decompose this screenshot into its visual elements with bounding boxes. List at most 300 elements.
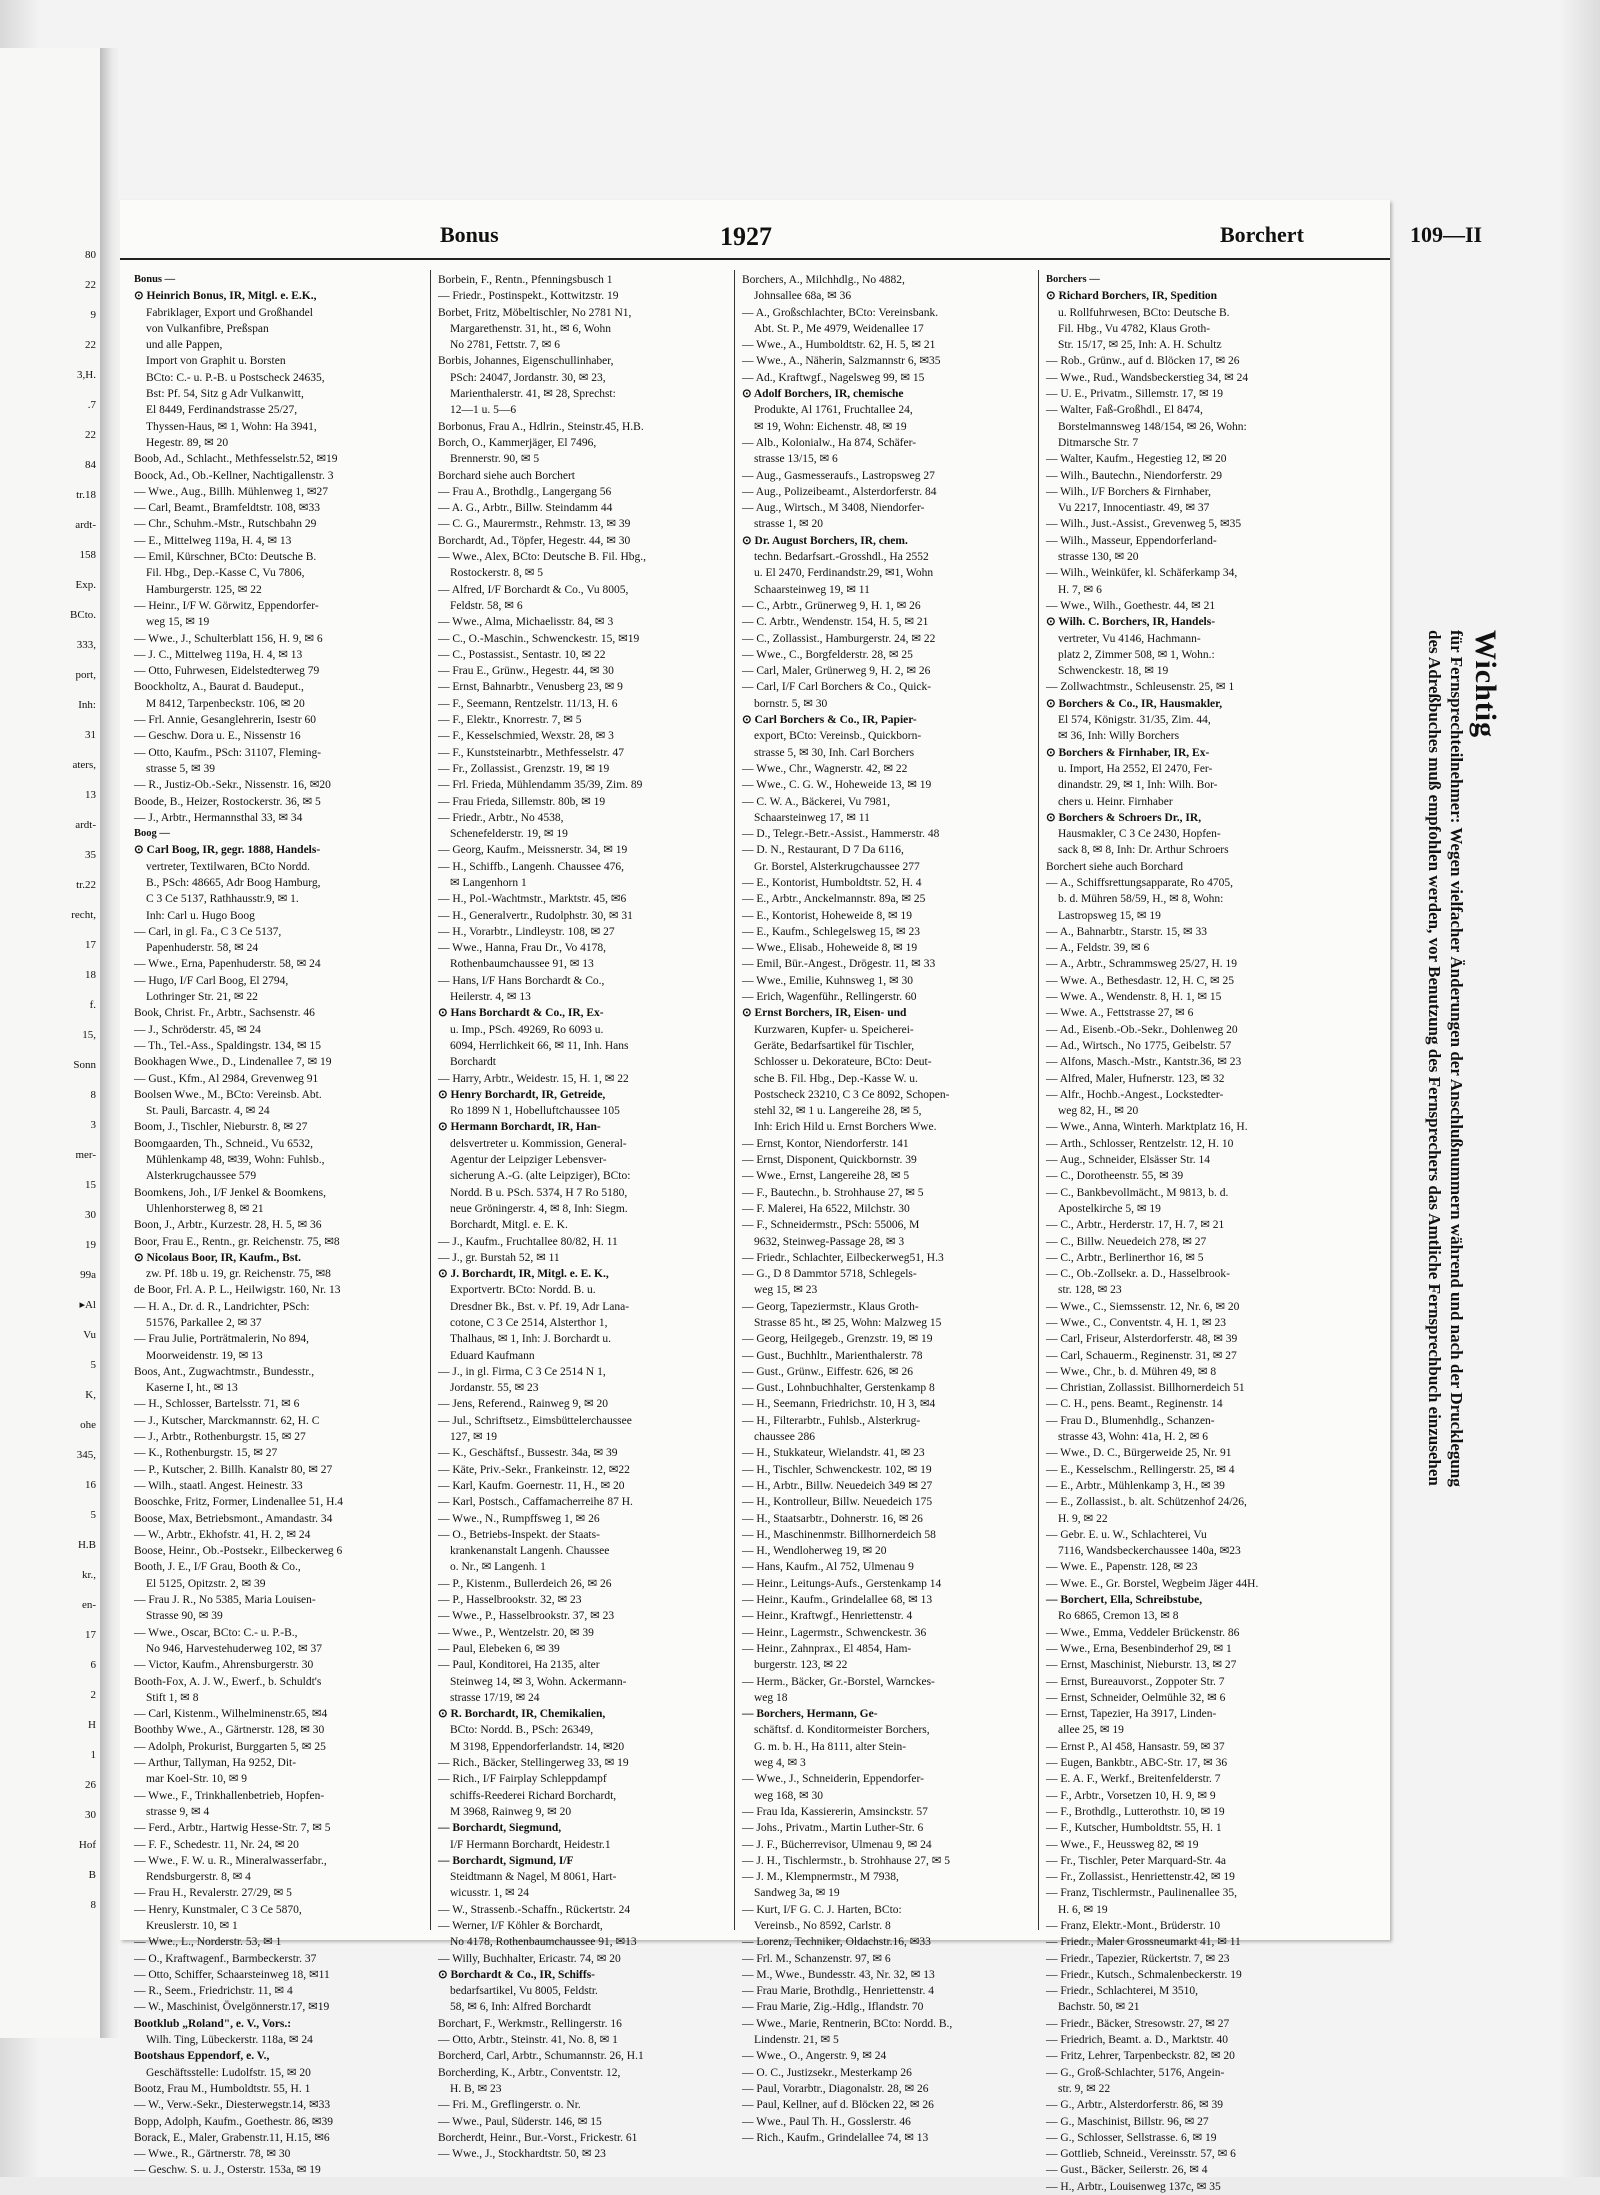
directory-line: — Lorenz, Techniker, Oldachstr.16, ✉33 [742, 1936, 931, 1949]
directory-line: Exportvertr. BCto: Nordd. B. u. [450, 1284, 596, 1297]
directory-line: — F., Seemann, Rentzelstr. 11/13, H. 6 [438, 697, 618, 710]
directory-line: — F., Schneidermstr., PSch: 55006, M [742, 1219, 920, 1232]
directory-line: — D., Telegr.-Betr.-Assist., Hammerstr. 48 [742, 828, 940, 841]
directory-line: No 4178, Rothenbaumchaussee 91, ✉13 [450, 1936, 637, 1949]
directory-line: — Carl, Kistenm., Wilhelminenstr.65, ✉4 [134, 1708, 328, 1721]
directory-line: — Victor, Kaufm., Ahrensburgerstr. 30 [134, 1659, 314, 1672]
directory-line: — C., Bankbevollmächt., M 9813, b. d. [1046, 1186, 1229, 1199]
page-header [120, 200, 1390, 260]
directory-line: ⊙ R. Borchardt, IR, Chemikalien, [438, 1708, 606, 1721]
directory-line: — Carl, Maler, Grünerweg 9, H. 2, ✉ 26 [742, 665, 931, 678]
directory-line: Book, Christ. Fr., Arbtr., Sachsenstr. 46 [134, 1007, 315, 1020]
directory-line: ⊙ Ernst Borchers, IR, Eisen- und [742, 1007, 907, 1020]
directory-line: Gr. Borstel, Alsterkrugchaussee 277 [754, 860, 920, 873]
directory-line: strasse 9, ✉ 4 [146, 1805, 210, 1818]
left-page-fragment: ardt- [75, 519, 96, 531]
directory-line: — R., Justiz-Ob.-Sekr., Nissenstr. 16, ✉20 [134, 779, 331, 792]
directory-line: weg 15, ✉ 23 [754, 1284, 818, 1297]
directory-line: H. 6, ✉ 19 [1058, 1903, 1108, 1916]
directory-line: — Ferd., Arbtr., Hartwig Hesse-Str. 7, ✉ 5 [134, 1822, 331, 1835]
directory-line: — O., Betriebs-Inspekt. der Staats- [438, 1528, 600, 1541]
directory-line: Apostelkirche 5, ✉ 19 [1058, 1202, 1161, 1215]
directory-line: — Arth., Schlosser, Rentzelstr. 12, H. 10 [1046, 1137, 1234, 1150]
directory-line: — Friedr., Schlachter, Eilbeckerweg51, H.3 [742, 1251, 944, 1264]
directory-line: — Wwe., Alex, BCto: Deutsche B. Fil. Hbg., [438, 551, 647, 564]
directory-line: — Wwe., Hanna, Frau Dr., Vo 4178, [438, 942, 607, 955]
directory-line: — H., Schiffb., Langenh. Chaussee 476, [438, 860, 624, 873]
directory-line: — F., Brothdlg., Lutterothstr. 10, ✉ 19 [1046, 1805, 1225, 1818]
directory-line: H. 7, ✉ 6 [1058, 583, 1102, 596]
column-rule [734, 270, 735, 1930]
directory-line: — M., Wwe., Bundesstr. 43, Nr. 32, ✉ 13 [742, 1968, 935, 1981]
directory-line: Bootklub „Roland", e. V., Vors.: [134, 2017, 292, 2030]
left-page-fragment: 99a [80, 1269, 96, 1281]
directory-line: Hausmakler, C 3 Ce 2430, Hopfen- [1058, 828, 1221, 841]
directory-line: Vereinsb., No 8592, Carlstr. 8 [754, 1919, 891, 1932]
left-page-fragment: 26 [85, 1779, 96, 1791]
directory-line: — Emil, Kürschner, BCto: Deutsche B. [134, 551, 317, 564]
directory-line: — Borchers, Hermann, Ge- [742, 1708, 878, 1721]
left-page-fragment: Inh: [78, 699, 96, 711]
left-page-fragment: tr.18 [76, 489, 96, 501]
directory-line: BCto: C.- u. P.-B. u Postscheck 24635, [146, 371, 325, 384]
directory-line: — Wwe., P., Hasselbrookstr. 37, ✉ 23 [438, 1610, 615, 1623]
directory-line: — Ernst, Kontor, Niendorferstr. 141 [742, 1137, 909, 1150]
directory-line: — K., Rothenburgstr. 15, ✉ 27 [134, 1447, 278, 1460]
left-page-fragment: 15, [82, 1029, 96, 1041]
directory-line: Borchert siehe auch Borchard [1046, 860, 1183, 873]
directory-line: — Ernst, Tapezier, Ha 3917, Linden- [1046, 1708, 1217, 1721]
directory-line: Borcherdt, Heinr., Bur.-Vorst., Frickestr. 61 [438, 2131, 638, 2144]
directory-line: — P., Kutscher, 2. Billh. Kanalstr 80, ✉ 27 [134, 1463, 333, 1476]
left-page-fragment: B [88, 1869, 96, 1881]
directory-line: — Frau Marie, Brothdlg., Henriettenstr. 4 [742, 1985, 934, 1998]
directory-line: — Emil, Bür.-Angest., Drögestr. 11, ✉ 33 [742, 958, 936, 971]
directory-line: u. Import, Ha 2552, El 2470, Fer- [1058, 762, 1213, 775]
directory-line: ⊙ Hermann Borchardt, IR, Han- [438, 1121, 601, 1134]
directory-line: — Gust., Bäcker, Seilerstr. 26, ✉ 4 [1046, 2164, 1208, 2177]
directory-line: El 8449, Ferdinandstrasse 25/27, [146, 404, 298, 417]
directory-line: ⊙ Heinrich Bonus, IR, Mitgl. e. E.K., [134, 290, 317, 303]
directory-line: Produkte, Al 1761, Fruchtallee 24, [754, 404, 913, 417]
directory-line: — E., Arbtr., Mühlenkamp 3, H., ✉ 39 [1046, 1479, 1225, 1492]
directory-line: — J. F., Bücherrevisor, Ulmenau 9, ✉ 24 [742, 1838, 932, 1851]
directory-line: — Eugen, Bankbtr., ABC-Str. 17, ✉ 36 [1046, 1757, 1228, 1770]
directory-line: ✉ Langenhorn 1 [450, 876, 527, 889]
directory-line: — Wwe., Marie, Rentnerin, BCto: Nordd. B., [742, 2017, 953, 2030]
left-page-fragment: 19 [85, 1239, 96, 1251]
directory-line: — Friedr., Schlachterei, M 3510, [1046, 1985, 1199, 1998]
directory-line: — Friedrich, Beamt. a. D., Marktstr. 40 [1046, 2034, 1229, 2047]
directory-line: — Wwe., F. W. u. R., Mineralwasserfabr., [134, 1854, 327, 1867]
directory-line: strasse 130, ✉ 20 [1058, 551, 1139, 564]
directory-line: Ditmarsche Str. 7 [1058, 436, 1139, 449]
left-page-fragment: 80 [85, 249, 96, 261]
column-rule [1038, 270, 1039, 1930]
directory-line: — Werner, I/F Köhler & Borchardt, [438, 1919, 603, 1932]
directory-line: H. 9, ✉ 22 [1058, 1512, 1108, 1525]
directory-line: — F., Elektr., Knorrestr. 7, ✉ 5 [438, 714, 582, 727]
left-page-fragment: 9 [90, 309, 96, 321]
directory-line: Lastropsweg 15, ✉ 19 [1058, 909, 1161, 922]
book-gutter [100, 48, 120, 2038]
directory-line: export, BCto: Vereinsb., Quickborn- [754, 730, 922, 743]
directory-line: — C., Ob.-Zollsekr. a. D., Hasselbrook- [1046, 1268, 1230, 1281]
directory-line: — Wwe., Elisab., Hoheweide 8, ✉ 19 [742, 942, 918, 955]
directory-line: — Paul, Vorarbtr., Diagonalstr. 28, ✉ 26 [742, 2082, 929, 2095]
directory-line: El 574, Königstr. 31/35, Zim. 44, [1058, 714, 1211, 727]
directory-line: — Fritz, Lehrer, Tarpenbeckstr. 82, ✉ 20 [1046, 2050, 1235, 2063]
directory-line: — Wwe., Oscar, BCto: C.- u. P.-B., [134, 1626, 298, 1639]
directory-line: allee 25, ✉ 19 [1058, 1724, 1124, 1737]
directory-line: ⊙ Wilh. C. Borchers, IR, Handels- [1046, 616, 1216, 629]
directory-line: — Wilh., Masseur, Eppendorferland- [1046, 534, 1217, 547]
directory-line: Lothringer Str. 21, ✉ 22 [146, 991, 258, 1004]
side-notice-line-1: für Fernsprechteilnehmer: Wegen vielfacher Änderungen der Anschlußnummern während und nach der Drucklegung [1447, 630, 1466, 1487]
directory-line: — Alfred, Maler, Hufnerstr. 123, ✉ 32 [1046, 1072, 1225, 1085]
directory-line: ⊙ Borchers & Firnhaber, IR, Ex- [1046, 746, 1210, 759]
left-page-fragment: H.B [77, 1539, 96, 1551]
left-page-fragment: 22 [85, 339, 96, 351]
left-page-fragment: 35 [85, 849, 96, 861]
directory-line: — Frau Ida, Kassiererin, Amsinckstr. 57 [742, 1805, 928, 1818]
left-page-fragment: K, [85, 1389, 96, 1401]
directory-line: Eduard Kaufmann [450, 1349, 535, 1362]
left-page-fragment: 6 [90, 1659, 96, 1671]
left-page-fragment: 333, [76, 639, 96, 651]
directory-line: Schaarsteinweg 19, ✉ 11 [754, 583, 870, 596]
directory-line: strasse 17/19, ✉ 24 [450, 1691, 540, 1704]
directory-line: — C. W. A., Bäckerei, Vu 7981, [742, 795, 890, 808]
left-page-fragment: en- [81, 1599, 96, 1611]
directory-line: — C., Arbtr., Grünerweg 9, H. 1, ✉ 26 [742, 599, 921, 612]
directory-line: — Friedr., Postinspekt., Kottwitzstr. 19 [438, 290, 619, 303]
directory-line: — Georg, Kaufm., Meissnerstr. 34, ✉ 19 [438, 844, 628, 857]
directory-line: 51576, Parkallee 2, ✉ 37 [146, 1317, 262, 1329]
directory-line: Abt. St. P., Me 4979, Weidenallee 17 [754, 322, 924, 335]
directory-line: Geräte, Bedarfsartikel für Tischler, [754, 1039, 915, 1052]
directory-line: Margarethenstr. 31, ht., ✉ 6, Wohn [450, 322, 611, 335]
directory-line: Schenefelderstr. 19, ✉ 19 [450, 828, 568, 841]
directory-line: PSch: 24047, Jordanstr. 30, ✉ 23, [450, 371, 606, 384]
directory-line: — Kurt, I/F G. C. J. Harten, BCto: [742, 1903, 902, 1916]
directory-line: ⊙ Carl Boog, IR, gegr. 1888, Handels- [134, 844, 321, 857]
directory-line: — H., Maschinenmstr. Billhornerdeich 58 [742, 1528, 936, 1541]
directory-line: Kaserne I, ht., ✉ 13 [146, 1382, 238, 1395]
directory-line: G. m. b. H., Ha 8111, alter Stein- [754, 1740, 907, 1753]
directory-line: — Wwe., J., Stockhardtstr. 50, ✉ 23 [438, 2148, 606, 2161]
directory-line: — Carl, in gl. Fa., C 3 Ce 5137, [134, 925, 282, 938]
left-page-fragment: Hof [78, 1839, 96, 1851]
directory-line: — Wilh., staatl. Angest. Heinestr. 33 [134, 1479, 303, 1492]
directory-line: — C., Zollassist., Hamburgerstr. 24, ✉ 22 [742, 632, 936, 645]
directory-line: 6094, Herrlichkeit 66, ✉ 11, Inh. Hans [450, 1039, 629, 1052]
directory-line: — Wwe., Alma, Michaelisstr. 84, ✉ 3 [438, 616, 614, 629]
directory-line: — O., Kraftwagenf., Barmbeckerstr. 37 [134, 1952, 317, 1965]
directory-line: — Wwe., P., Wentzelstr. 20, ✉ 39 [438, 1626, 594, 1639]
directory-line: Bopp, Adolph, Kaufm., Goethestr. 86, ✉39 [134, 2115, 334, 2128]
directory-line: — Wwe. E., Papenstr. 128, ✉ 23 [1046, 1561, 1198, 1574]
directory-line: Vu 2217, Innocentiastr. 49, ✉ 37 [1058, 502, 1210, 515]
directory-line: — G., Schlosser, Sellstrasse. 6, ✉ 19 [1046, 2131, 1217, 2144]
directory-line: — E., Mittelweg 119a, H. 4, ✉ 13 [134, 534, 292, 547]
directory-line: — A., Bahnarbtr., Starstr. 15, ✉ 33 [1046, 925, 1208, 938]
directory-line: ⊙ Hans Borchardt & Co., IR, Ex- [438, 1007, 604, 1020]
directory-line: — Ernst, Bahnarbtr., Venusberg 23, ✉ 9 [438, 681, 623, 694]
directory-line: — K., Geschäftsf., Bussestr. 34a, ✉ 39 [438, 1447, 618, 1460]
left-page-fragment: .7 [87, 399, 96, 411]
directory-line: — H., Kontrolleur, Billw. Neuedeich 175 [742, 1496, 933, 1509]
directory-line: zw. Pf. 18b u. 19, gr. Reichenstr. 75, ✉8 [146, 1268, 331, 1281]
directory-line: — E. A. F., Werkf., Breitenfelderstr. 7 [1046, 1773, 1221, 1786]
directory-line: El 5125, Opitzstr. 2, ✉ 39 [146, 1577, 266, 1590]
directory-line: weg 168, ✉ 30 [754, 1789, 824, 1802]
directory-line: — Ernst, Schneider, Oelmühle 32, ✉ 6 [1046, 1691, 1226, 1704]
directory-line: M 3968, Rainweg 9, ✉ 20 [450, 1805, 572, 1818]
directory-line: 9632, Steinweg-Passage 28, ✉ 3 [754, 1235, 905, 1248]
side-notice-banner [1425, 630, 1510, 1930]
directory-line: — J., Arbtr., Hermannsthal 33, ✉ 34 [134, 811, 303, 824]
directory-line: — Frau J. R., No 5385, Maria Louisen- [134, 1594, 316, 1607]
directory-line: — Wwe., O., Angerstr. 9, ✉ 24 [742, 2050, 887, 2063]
directory-line: — Aug., Polizeibeamt., Alsterdorferstr. 84 [742, 485, 937, 498]
directory-line: — Wwe. A., Wendenstr. 8, H. 1, ✉ 15 [1046, 991, 1222, 1004]
directory-line: Lindenstr. 21, ✉ 5 [754, 2034, 839, 2047]
directory-line: — Wwe., Ernst, Langereihe 28, ✉ 5 [742, 1170, 910, 1183]
directory-line: — J., gr. Burstah 52, ✉ 11 [438, 1251, 560, 1264]
directory-line: stehl 32, ✉ 1 u. Langereihe 28, ✉ 5, [754, 1105, 922, 1118]
directory-line: — Otto, Arbtr., Steinstr. 41, No. 8, ✉ 1 [438, 2034, 618, 2047]
column-1 [134, 272, 419, 2177]
directory-line: chaussee 286 [754, 1431, 815, 1444]
directory-line: ⊙ Henry Borchardt, IR, Getreide, [438, 1088, 606, 1101]
side-notice-line-2: des Adreßbuches muß empfohlen werden, vor Benutzung des Fernsprechers das Amtliche Fernsprechbuch einzusehen [1425, 630, 1444, 1486]
directory-line: Feldstr. 58, ✉ 6 [450, 599, 523, 612]
directory-line: — F., Arbtr., Vorsetzen 10, H. 9, ✉ 9 [1046, 1789, 1216, 1802]
directory-line: Postscheck 23210, C 3 Ce 8092, Schopen- [754, 1088, 950, 1101]
directory-line: Schaarsteinweg 17, ✉ 11 [754, 811, 870, 824]
left-page-fragment: 30 [85, 1209, 96, 1221]
left-page-fragment: 345, [76, 1449, 96, 1461]
directory-line: — H., Arbtr., Billw. Neuedeich 349 ✉ 27 [742, 1479, 933, 1492]
directory-line: schiffs-Reederei Richard Borchardt, [450, 1789, 617, 1802]
header-left-word: Bonus [440, 222, 499, 247]
directory-line: — Frl. Annie, Gesanglehrerin, Isestr 60 [134, 714, 317, 727]
directory-line: — Rich., I/F Fairplay Schleppdampf [438, 1773, 607, 1786]
directory-line: — C., Arbtr., Herderstr. 17, H. 7, ✉ 21 [1046, 1219, 1225, 1232]
directory-line: — J., Arbtr., Rothenburgstr. 15, ✉ 27 [134, 1431, 306, 1444]
directory-line: — Carl, I/F Carl Borchers & Co., Quick- [742, 681, 932, 694]
directory-line: — Wwe., Erna, Besenbinderhof 29, ✉ 1 [1046, 1642, 1232, 1655]
directory-line: — Wwe., L., Norderstr. 53, ✉ 1 [134, 1936, 282, 1949]
directory-line: Fabriklager, Export und Großhandel [146, 306, 313, 319]
directory-line: — Jens, Referend., Rainweg 9, ✉ 20 [438, 1398, 608, 1411]
left-page-fragment: BCto. [70, 609, 96, 621]
directory-line: Fil. Hbg., Vu 4782, Klaus Groth- [1058, 322, 1211, 335]
column-3 [742, 272, 1027, 2144]
directory-line: Nordd. B u. PSch. 5374, H 7 Ro 5180, [450, 1186, 628, 1199]
directory-line: 7116, Wandsbeckerchaussee 140a, ✉23 [1058, 1545, 1241, 1558]
directory-line: — H., Staatsarbtr., Dohnerstr. 16, ✉ 26 [742, 1512, 923, 1525]
directory-line: — Friedr., Tapezier, Rückertstr. 7, ✉ 23 [1046, 1952, 1230, 1965]
left-page-fragment: 15 [85, 1179, 96, 1191]
directory-line: ⊙ Dr. August Borchers, IR, chem. [742, 534, 908, 547]
left-page-fragment: 30 [85, 1809, 96, 1821]
directory-line: — Walter, Faß-Großhdl., El 8474, [1046, 404, 1203, 417]
directory-line: B., PSch: 48665, Adr Boog Hamburg, [146, 876, 321, 889]
header-page-number: 109—II [1410, 222, 1483, 247]
directory-line: Steinweg 14, ✉ 3, Wohn. Ackermann- [450, 1675, 627, 1688]
directory-line: — E., Kaufm., Schlegelsweg 15, ✉ 23 [742, 925, 920, 938]
left-page-fragment: 158 [79, 549, 96, 561]
directory-line: — Adolph, Prokurist, Burggarten 5, ✉ 25 [134, 1740, 326, 1753]
left-page-fragment: 2 [90, 1689, 96, 1701]
directory-line: platz 2, Zimmer 508, ✉ 1, Wohn.: [1058, 648, 1215, 661]
directory-line: b. d. Mühren 58/59, H., ✉ 8, Wohn: [1058, 893, 1224, 906]
directory-line: Schlosser u. Dekorateure, BCto: Deut- [754, 1056, 932, 1069]
directory-line: — Friedr., Bäcker, Stresowstr. 27, ✉ 27 [1046, 2017, 1230, 2030]
directory-line: I/F Hermann Borchardt, Heidestr.1 [450, 1838, 611, 1851]
directory-line: Bootshaus Eppendorf, e. V., [134, 2050, 270, 2063]
directory-line: — Willy, Buchhalter, Ericastr. 74, ✉ 20 [438, 1952, 621, 1965]
directory-line: — Wwe. A., Bethesdastr. 12, H. C, ✉ 25 [1046, 974, 1234, 987]
directory-line: Borchard siehe auch Borchert [438, 469, 575, 482]
directory-line: — C., O.-Maschin., Schwenckestr. 15, ✉19 [438, 632, 640, 645]
directory-line: — H. A., Dr. d. R., Landrichter, PSch: [134, 1300, 310, 1313]
directory-line: — Heinr., Kaufm., Grindelallee 68, ✉ 13 [742, 1594, 933, 1607]
directory-line: — R., Seem., Friedrichstr. 11, ✉ 4 [134, 1985, 293, 1998]
left-page-fragment: 22 [85, 429, 96, 441]
directory-line: Booth, J. E., I/F Grau, Booth & Co., [134, 1561, 301, 1574]
directory-line: Boomgaarden, Th., Schneid., Vu 6532, [134, 1137, 314, 1150]
directory-line: — Karl, Kaufm. Goernestr. 11, H., ✉ 20 [438, 1479, 625, 1492]
left-facing-page [0, 48, 101, 2038]
directory-line: Kurzwaren, Kupfer- u. Speicherei- [754, 1023, 914, 1036]
directory-line: Ro 6865, Cremon 13, ✉ 8 [1058, 1610, 1179, 1623]
directory-line: Fil. Hbg., Dep.-Kasse C, Vu 7806, [146, 567, 305, 580]
directory-line: mar Koel-Str. 10, ✉ 9 [146, 1773, 247, 1786]
directory-line: — Alfred, I/F Borchardt & Co., Vu 8005, [438, 583, 629, 596]
directory-line: o. Nr., ✉ Langenh. 1 [450, 1561, 546, 1574]
directory-line: Strasse 85 ht., ✉ 25, Wohn: Malzweg 15 [754, 1317, 942, 1329]
directory-line: — A., Arbtr., Schrammsweg 25/27, H. 19 [1046, 958, 1238, 971]
directory-line: u. Rollfuhrwesen, BCto: Deutsche B. [1058, 306, 1230, 319]
directory-line: Stift 1, ✉ 8 [146, 1691, 199, 1704]
directory-line: — F., Kutscher, Humboldtstr. 55, H. 1 [1046, 1822, 1222, 1835]
directory-line: — Wwe., Rud., Wandsbeckerstieg 34, ✉ 24 [1046, 371, 1249, 384]
directory-line: Jordanstr. 55, ✉ 23 [450, 1382, 539, 1395]
directory-line: Borchardt, Ad., Töpfer, Hegestr. 44, ✉ 30 [438, 534, 631, 547]
directory-line: Inh: Carl u. Hugo Boog [146, 909, 255, 922]
directory-line: ✉ 19, Wohn: Eichenstr. 48, ✉ 19 [754, 420, 907, 433]
directory-line: Kreuslerstr. 10, ✉ 1 [146, 1919, 238, 1932]
directory-line: No 2781, Fettstr. 7, ✉ 6 [450, 339, 560, 352]
directory-line: Str. 15/17, ✉ 25, Inh: A. H. Schultz [1058, 339, 1222, 352]
directory-line: — Wwe., Anna, Winterh. Marktplatz 16, H. [1046, 1121, 1248, 1134]
directory-line: — Carl, Beamt., Bramfeldtstr. 108, ✉33 [134, 502, 320, 515]
directory-line: Boob, Ad., Schlacht., Methfesselstr.52, ✉19 [134, 453, 338, 466]
directory-line: Hegestr. 89, ✉ 20 [146, 436, 229, 449]
directory-line: Agentur der Leipziger Lebensver- [450, 1154, 607, 1167]
directory-line: — Geschw. Dora u. E., Nissenstr 16 [134, 730, 301, 743]
directory-line: vertreter, Textilwaren, BCto Nordd. [146, 860, 310, 873]
directory-line: — E., Kontorist, Hoheweide 8, ✉ 19 [742, 909, 912, 922]
directory-line: Borbis, Johannes, Eigenschullinhaber, [438, 355, 614, 368]
directory-line: — Gust., Kfm., Al 2984, Grevenweg 91 [134, 1072, 319, 1085]
directory-line: — E., Kontorist, Humboldtstr. 52, H. 4 [742, 876, 922, 889]
directory-line: — Borchert, Ella, Schreibstube, [1046, 1594, 1203, 1607]
column-4 [1046, 272, 1331, 2193]
directory-line: — Gust., Buchhltr., Marienthalerstr. 78 [742, 1349, 923, 1362]
directory-line: Booth-Fox, A. J. W., Ewerf., b. Schuldt's [134, 1675, 322, 1688]
directory-line: — A., Großschlachter, BCto: Vereinsbank. [742, 306, 939, 319]
directory-line: — Franz, Elektr.-Mont., Brüderstr. 10 [1046, 1919, 1221, 1932]
directory-line: Uhlenhorsterweg 8, ✉ 21 [146, 1202, 264, 1215]
directory-line: — Henry, Kunstmaler, C 3 Ce 5870, [134, 1903, 302, 1916]
directory-line: Alsterkrugchaussee 579 [146, 1170, 257, 1183]
left-page-fragment: f. [89, 999, 96, 1011]
directory-line: — H., Stukkateur, Wielandstr. 41, ✉ 23 [742, 1447, 925, 1460]
left-page-fragment: 5 [90, 1359, 96, 1371]
directory-line: Rendsburgerstr. 8, ✉ 4 [146, 1871, 251, 1884]
directory-line: — Th., Tel.-Ass., Spaldingstr. 134, ✉ 15 [134, 1039, 321, 1052]
directory-line: — E., Kesselschm., Rellingerstr. 25, ✉ 4 [1046, 1463, 1235, 1476]
directory-line: — Wwe., Emma, Veddeler Brückenstr. 86 [1046, 1626, 1240, 1639]
directory-line: — C., Arbtr., Berlinerthor 16, ✉ 5 [1046, 1251, 1204, 1264]
directory-line: Moorweidenstr. 19, ✉ 13 [146, 1349, 263, 1362]
directory-line: — E., Zollassist., b. alt. Schützenhof 24/26, [1046, 1496, 1247, 1509]
directory-line: — Aug., Gasmesseraufs., Lastropsweg 27 [742, 469, 935, 482]
directory-line: — W., Arbtr., Ekhofstr. 41, H. 2, ✉ 24 [134, 1528, 311, 1541]
directory-line: — Otto, Fuhrwesen, Eidelstedterweg 79 [134, 665, 320, 678]
directory-line: Boog — [134, 828, 170, 840]
directory-line: M 8412, Tarpenbeckstr. 106, ✉ 20 [146, 697, 305, 710]
left-page-fragment: aters, [72, 759, 96, 771]
directory-line: Borbonus, Frau A., Hdlrin., Steinstr.45, H.B. [438, 420, 644, 433]
directory-line: — W., Strassenb.-Schaffn., Rückertstr. 24 [438, 1903, 631, 1916]
directory-line: — Heinr., I/F W. Görwitz, Eppendorfer- [134, 599, 319, 612]
directory-line: ⊙ Borchers & Schroers Dr., IR, [1046, 811, 1202, 824]
directory-line: — Chr., Schuhm.-Mstr., Rutschbahn 29 [134, 518, 317, 531]
directory-line: Borchart, F., Werkmstr., Rellingerstr. 16 [438, 2017, 622, 2030]
directory-line: Import von Graphit u. Borsten [146, 355, 286, 368]
directory-line: — Heinr., Lagermstr., Schwenckestr. 36 [742, 1626, 927, 1639]
directory-line: — H., Wendloherweg 19, ✉ 20 [742, 1545, 887, 1558]
directory-line: — Alb., Kolonialw., Ha 874, Schäfer- [742, 436, 917, 449]
directory-line: — Geschw. S. u. J., Osterstr. 153a, ✉ 19 [134, 2164, 321, 2177]
directory-line: No 946, Harvestehuderweg 102, ✉ 37 [146, 1642, 323, 1655]
directory-line: weg 18 [754, 1691, 788, 1704]
directory-line: bedarfsartikel, Vu 8005, Feldstr. [450, 1985, 598, 1998]
directory-line: — Hans, I/F Hans Borchardt & Co., [438, 974, 605, 987]
directory-line: — Frau D., Blumenhdlg., Schanzen- [1046, 1414, 1215, 1427]
left-page-fragment: 31 [85, 729, 96, 741]
directory-line: — H., Generalvertr., Rudolphstr. 30, ✉ 31 [438, 909, 633, 922]
directory-line: — Wwe., Paul Th. H., Gosslerstr. 46 [742, 2115, 911, 2128]
directory-line: ✉ 36, Inh: Willy Borchers [1058, 730, 1180, 743]
directory-line: — H., Seemann, Friedrichstr. 10, H 3, ✉4 [742, 1398, 936, 1411]
directory-line: 12—1 u. 5—6 [450, 404, 517, 417]
directory-line: Geschäftsstelle: Ludolfstr. 15, ✉ 20 [146, 2066, 311, 2079]
directory-line: strasse 13/15, ✉ 6 [754, 453, 838, 466]
directory-line: ⊙ Carl Borchers & Co., IR, Papier- [742, 714, 917, 727]
directory-line: Boos, Ant., Zugwachtmstr., Bundesstr., [134, 1365, 315, 1378]
directory-line: — Borchardt, Siegmund, [438, 1822, 562, 1835]
directory-line: — J. M., Klempnermstr., M 7938, [742, 1871, 899, 1884]
directory-line: strasse 5, ✉ 30, Inh. Carl Borchers [754, 746, 915, 759]
header-year: 1927 [720, 222, 772, 251]
directory-line: Booschke, Fritz, Former, Lindenallee 51, H.4 [134, 1496, 344, 1509]
